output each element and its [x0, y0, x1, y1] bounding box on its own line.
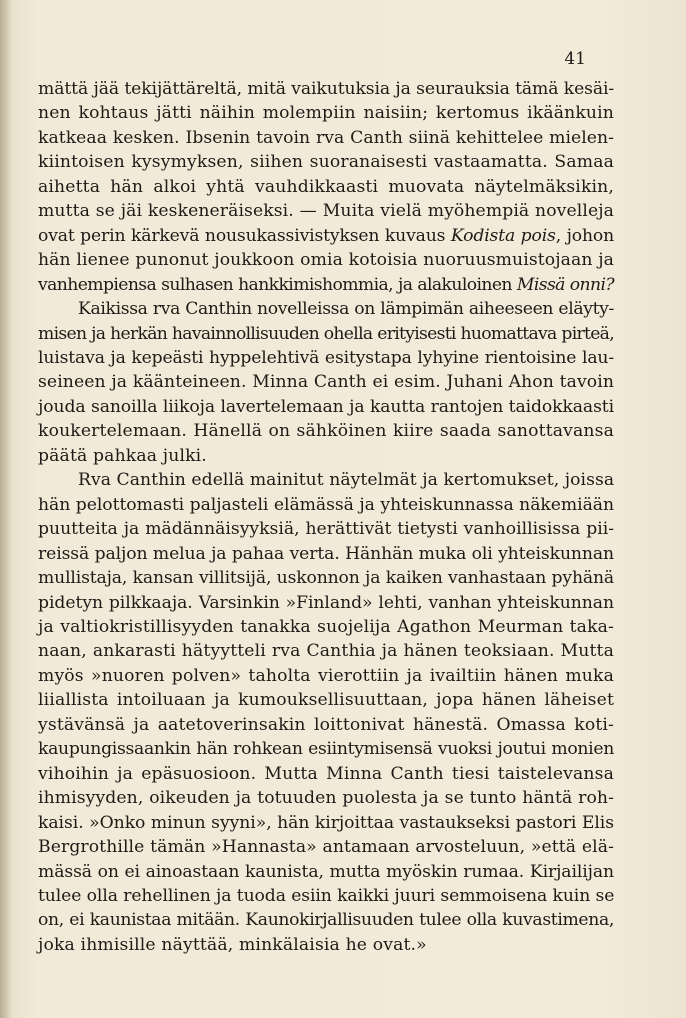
italic-title: Kodista pois	[450, 225, 556, 246]
text-segment: päätä pahkaa julki.	[38, 445, 207, 466]
text-line	[38, 811, 614, 835]
text-line	[38, 688, 614, 712]
text-segment: kiintoisen kysymyksen, siihen suoranaisesti vastaamatta. Samaa	[38, 152, 614, 173]
text-segment: mutta se jäi keskeneräiseksi. — Muita vielä myöhempiä novelleja	[38, 201, 614, 222]
binding-gutter-shadow	[0, 0, 12, 1018]
text-segment: ihmisyyden, oikeuden ja totuuden puolesta ja se tunto häntä roh-	[38, 788, 614, 809]
text-line	[38, 933, 614, 957]
text-line	[38, 101, 614, 125]
text-segment: liiallista intoiluaan ja kumouksellisuuttaan, jopa hänen läheiset	[38, 690, 614, 711]
text-line	[38, 175, 614, 199]
text-line	[38, 517, 614, 541]
text-line	[38, 199, 614, 223]
text-line	[38, 786, 614, 810]
text-line	[38, 248, 614, 272]
text-segment: kaisi. »Onko minun syyni», hän kirjoittaa vastaukseksi pastori Elis	[38, 812, 614, 833]
text-segment: on, ei kaunistaa mitään. Kaunokirjallisuuden tulee olla kuvastimena,	[38, 910, 614, 931]
text-segment: ystävänsä ja aatetoverinsakin loittonivat hänestä. Omassa koti-	[38, 714, 614, 735]
text-line	[38, 713, 614, 737]
text-segment: , johon	[555, 225, 615, 246]
text-line	[38, 860, 614, 884]
text-line	[38, 884, 614, 908]
text-segment: kaupungissaankin hän rohkean esiintymisensä vuoksi joutui monien	[38, 739, 614, 760]
text-line	[38, 591, 614, 615]
text-segment: katkeaa kesken. Ibsenin tavoin rva Canth siinä kehittelee mielen-	[38, 127, 614, 148]
text-line	[38, 322, 614, 346]
text-segment: ovat perin kärkevä nousukassivistyksen kuvaus	[38, 225, 451, 246]
text-segment: joka ihmisille näyttää, minkälaisia he ovat.»	[38, 934, 427, 955]
text-line	[38, 835, 614, 859]
text-segment: aihetta hän alkoi yhtä vauhdikkaasti muovata näytelmäksikin,	[38, 176, 614, 197]
text-line	[38, 762, 614, 786]
text-line	[38, 419, 614, 443]
text-segment: mässä on ei ainoastaan kaunista, mutta myöskin rumaa. Kirjailijan	[38, 861, 614, 882]
text-segment: puutteita ja mädännäisyyksiä, herättivät tietysti vanhoillisissa pii-	[38, 519, 614, 540]
text-line	[38, 126, 614, 150]
text-line	[38, 395, 614, 419]
text-line	[38, 493, 614, 517]
text-segment: vanhempiensa sulhasen hankkimishommia, ja alakuloinen	[38, 274, 517, 295]
text-line	[38, 908, 614, 932]
italic-title: Missä onni?	[516, 274, 614, 295]
text-segment: Bergrothille tämän »Hannasta» antamaan arvosteluun, »että elä-	[38, 837, 614, 858]
text-line	[38, 150, 614, 174]
text-line	[38, 370, 614, 394]
text-segment: mullistaja, kansan villitsijä, uskonnon ja kaiken vanhastaan pyhänä	[38, 568, 614, 589]
text-line	[38, 639, 614, 663]
text-segment: luistava ja kepeästi hyppelehtivä esitystapa lyhyine rientoisine lau-	[38, 347, 614, 368]
text-line	[38, 346, 614, 370]
text-segment: Rva Canthin edellä mainitut näytelmät ja kertomukset, joissa	[78, 470, 615, 491]
text-segment: mättä jää tekijättäreltä, mitä vaikutuksia ja seurauksia tämä kesäi-	[38, 79, 615, 99]
text-line	[38, 444, 614, 468]
text-segment: reissä paljon melua ja pahaa verta. Hänhän muka oli yhteiskunnan	[38, 543, 614, 564]
text-line	[38, 468, 614, 492]
text-segment: hän pelottomasti paljasteli elämässä ja yhteiskunnassa näkemiään	[38, 494, 614, 515]
text-segment: myös »nuoren polven» taholta vierottiin ja ivailtiin hänen muka	[38, 665, 614, 686]
text-segment: koukertelemaan. Hänellä on sähköinen kiire saada sanottavansa	[38, 421, 614, 442]
text-segment: vihoihin ja epäsuosioon. Mutta Minna Canth tiesi taistelevansa	[38, 763, 614, 784]
text-segment: seineen ja käänteineen. Minna Canth ei esim. Juhani Ahon tavoin	[38, 372, 614, 393]
text-line	[38, 273, 614, 297]
text-line	[38, 542, 614, 566]
text-segment: hän lienee punonut joukkoon omia kotoisia nuoruusmuistojaan ja	[38, 250, 614, 271]
text-segment: naan, ankarasti hätyytteli rva Canthia ja hänen teoksiaan. Mutta	[38, 641, 614, 662]
text-line	[38, 737, 614, 761]
text-line	[38, 615, 614, 639]
text-segment: pidetyn pilkkaaja. Varsinkin »Finland» lehti, vanhan yhteiskunnan	[38, 592, 614, 613]
text-line	[38, 77, 614, 101]
text-segment: nen kohtaus jätti näihin molempiin naisiin; kertomus ikäänkuin	[38, 103, 614, 124]
text-segment: jouda sanoilla liikoja lavertelemaan ja kautta rantojen taidokkaasti	[38, 396, 614, 417]
text-line	[38, 566, 614, 590]
text-line	[38, 297, 614, 321]
text-line	[38, 664, 614, 688]
text-segment: tulee olla rehellinen ja tuoda esiin kaikki juuri semmoisena kuin se	[38, 885, 615, 906]
text-segment: misen ja herkän havainnollisuuden ohella erityisesti huomattava pirteä,	[38, 323, 614, 344]
text-segment: Kaikissa rva Canthin novelleissa on lämpimän aiheeseen eläyty-	[78, 299, 614, 320]
body-text	[38, 77, 614, 957]
page-number: 41	[564, 49, 586, 69]
text-segment: ja valtiokristillisyyden tanakka suojelija Agathon Meurman taka-	[38, 616, 614, 637]
text-line	[38, 224, 614, 248]
